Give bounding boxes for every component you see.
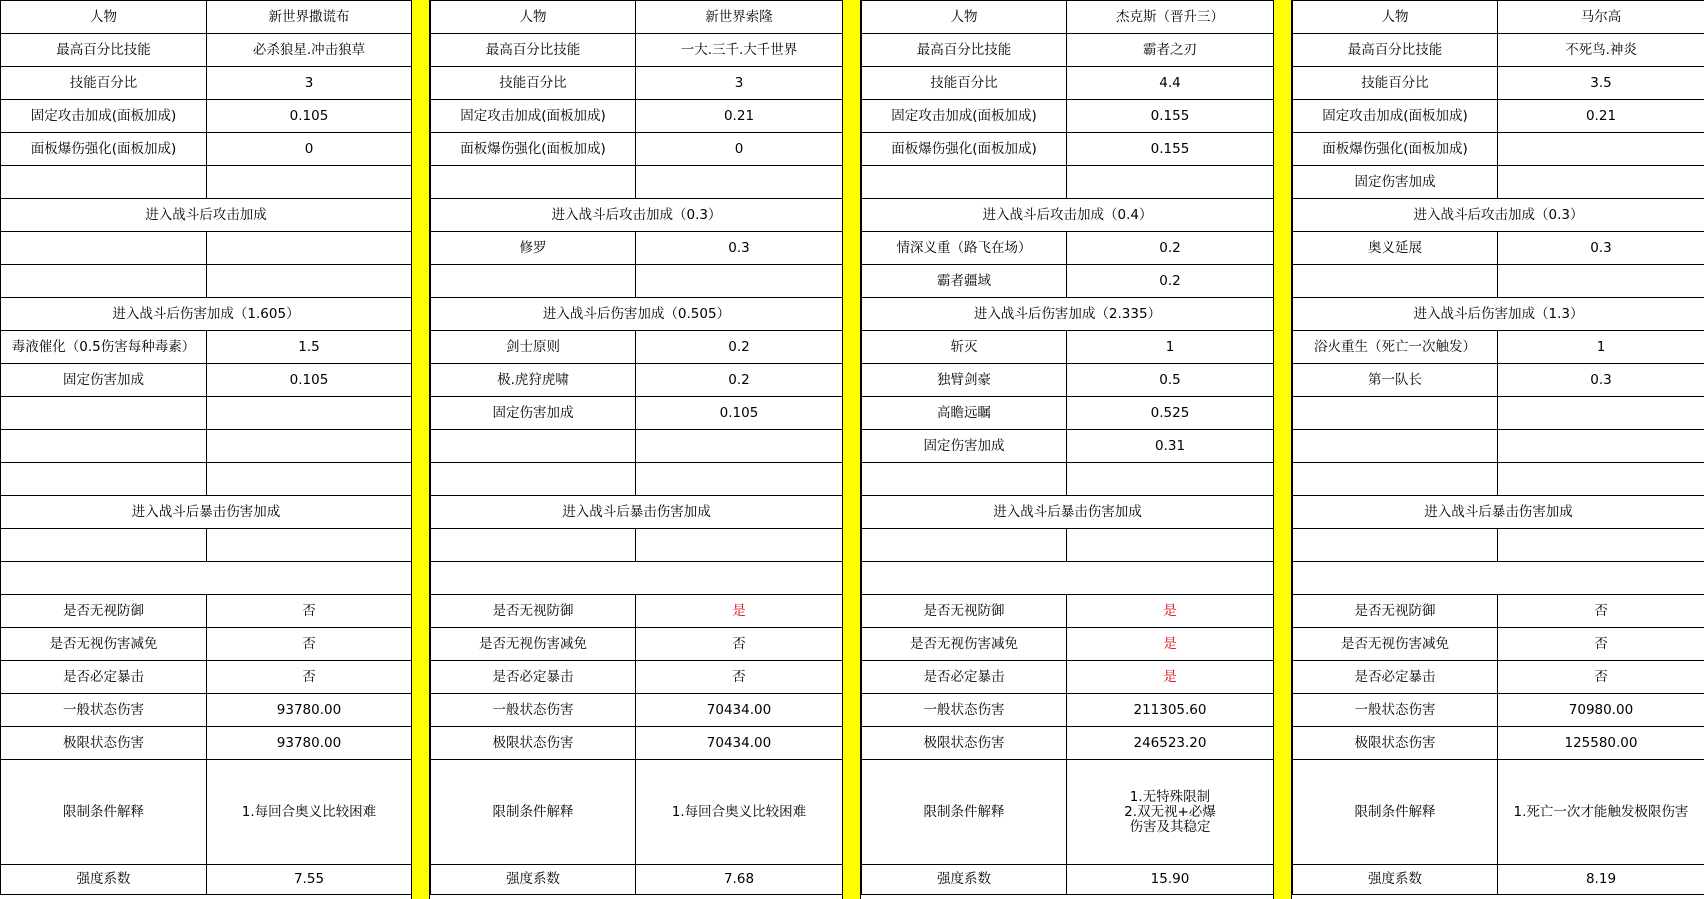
label-cell[interactable]: 固定攻击加成(面板加成) [431,100,636,133]
label-cell[interactable]: 是否必定暴击 [1293,661,1498,694]
label-cell[interactable]: 剑士原则 [431,331,636,364]
value-cell[interactable]: 246523.20 [1067,727,1274,760]
yellow-separator-column [842,0,861,899]
label-cell[interactable]: 固定伤害加成 [1293,166,1498,199]
value-cell[interactable] [1498,133,1704,166]
character-block [430,0,843,895]
label-cell[interactable]: 高瞻远瞩 [862,397,1067,430]
value-cell[interactable] [1498,265,1704,298]
section-title[interactable]: 进入战斗后伤害加成（0.505） [431,298,843,331]
value-cell[interactable] [1498,529,1704,562]
label-cell[interactable]: 固定攻击加成(面板加成) [862,100,1067,133]
label-cell[interactable] [862,529,1067,562]
restriction-cell[interactable] [1067,760,1274,865]
value-cell[interactable] [1498,166,1704,199]
value-cell[interactable]: 0.3 [1498,232,1704,265]
label-cell[interactable]: 是否必定暴击 [862,661,1067,694]
label-cell[interactable]: 人物 [1,1,207,34]
value-cell[interactable] [1067,529,1274,562]
restriction-line: 1.每回合奥义比较困难 [671,803,807,820]
label-cell[interactable]: 是否无视伤害减免 [431,628,636,661]
value-cell[interactable]: 否 [207,628,412,661]
value-cell[interactable]: 0.155 [1067,100,1274,133]
label-cell[interactable]: 固定攻击加成(面板加成) [1293,100,1498,133]
value-cell[interactable] [1498,430,1704,463]
label-cell[interactable]: 固定伤害加成 [431,397,636,430]
value-cell[interactable] [1498,397,1704,430]
value-cell[interactable]: 0.105 [636,397,843,430]
restriction-cell[interactable] [207,760,412,865]
value-cell[interactable]: 1.5 [207,331,412,364]
value-cell[interactable]: 0.105 [207,100,412,133]
restriction-line: 1.每回合奥义比较困难 [241,803,377,820]
value-cell[interactable] [636,166,843,199]
yellow-separator-column [1273,0,1292,899]
value-cell[interactable]: 0 [207,133,412,166]
section-title[interactable] [862,562,1274,595]
label-cell[interactable]: 极限状态伤害 [1,727,207,760]
value-cell[interactable] [207,430,412,463]
label-cell[interactable]: 极限状态伤害 [862,727,1067,760]
section-title[interactable]: 进入战斗后暴击伤害加成 [1293,496,1704,529]
label-cell[interactable] [1,232,207,265]
value-cell[interactable]: 0.3 [636,232,843,265]
label-cell[interactable]: 一般状态伤害 [1,694,207,727]
value-cell[interactable] [636,265,843,298]
label-cell[interactable] [1,463,207,496]
value-cell[interactable]: 否 [207,595,412,628]
value-cell[interactable]: 否 [1498,628,1704,661]
label-cell[interactable]: 固定伤害加成 [1,364,207,397]
value-cell[interactable]: 3.5 [1498,67,1704,100]
value-cell[interactable]: 新世界撒谎布 [207,1,412,34]
label-cell[interactable]: 技能百分比 [431,67,636,100]
label-cell[interactable]: 情深义重（路飞在场） [862,232,1067,265]
label-cell[interactable]: 技能百分比 [1293,67,1498,100]
restriction-line: 1.无特殊限制 [1129,788,1211,805]
label-cell[interactable] [431,463,636,496]
restriction-cell[interactable] [636,760,843,865]
value-cell[interactable] [207,232,412,265]
label-cell[interactable]: 最高百分比技能 [862,34,1067,67]
value-cell[interactable] [636,463,843,496]
value-cell[interactable]: 一大.三千.大千世界 [636,34,843,67]
character-block [1292,0,1704,895]
label-cell[interactable]: 是否无视伤害减免 [1,628,207,661]
label-cell[interactable]: 固定攻击加成(面板加成) [1,100,207,133]
label-cell[interactable]: 最高百分比技能 [1293,34,1498,67]
label-cell[interactable]: 固定伤害加成 [862,430,1067,463]
label-cell[interactable]: 面板爆伤强化(面板加成) [1293,133,1498,166]
value-cell[interactable]: 1 [1067,331,1274,364]
value-cell[interactable]: 否 [1498,661,1704,694]
label-cell[interactable]: 强度系数 [862,865,1067,895]
value-cell[interactable]: 是 [1067,595,1274,628]
value-cell[interactable]: 211305.60 [1067,694,1274,727]
value-cell[interactable]: 8.19 [1498,865,1704,895]
value-cell[interactable]: 否 [636,628,843,661]
section-title[interactable] [1293,562,1704,595]
value-cell[interactable]: 7.55 [207,865,412,895]
label-cell[interactable]: 极限状态伤害 [431,727,636,760]
section-title[interactable]: 进入战斗后攻击加成（0.3） [431,199,843,232]
label-cell[interactable]: 极.虎狩虎啸 [431,364,636,397]
label-cell[interactable]: 第一队长 [1293,364,1498,397]
label-cell[interactable]: 限制条件解释 [862,760,1067,865]
label-cell[interactable]: 技能百分比 [1,67,207,100]
label-cell[interactable]: 是否无视防御 [1293,595,1498,628]
label-cell[interactable] [431,529,636,562]
section-title[interactable] [1,562,412,595]
value-cell[interactable]: 70434.00 [636,727,843,760]
value-cell[interactable]: 是 [636,595,843,628]
character-block [861,0,1274,895]
label-cell[interactable]: 浴火重生（死亡一次触发） [1293,331,1498,364]
section-title[interactable]: 进入战斗后暴击伤害加成 [431,496,843,529]
label-cell[interactable] [1,166,207,199]
label-cell[interactable]: 强度系数 [1,865,207,895]
value-cell[interactable] [207,529,412,562]
value-cell[interactable]: 杰克斯（晋升三） [1067,1,1274,34]
value-cell[interactable]: 3 [636,67,843,100]
label-cell[interactable]: 人物 [1293,1,1498,34]
value-cell[interactable] [1498,463,1704,496]
value-cell[interactable] [1067,463,1274,496]
value-cell[interactable]: 0.21 [636,100,843,133]
label-cell[interactable] [1,430,207,463]
yellow-separator-column [411,0,430,899]
value-cell[interactable]: 不死鸟.神炎 [1498,34,1704,67]
section-title[interactable]: 进入战斗后伤害加成（1.3） [1293,298,1704,331]
label-cell[interactable] [1293,265,1498,298]
value-cell[interactable]: 3 [207,67,412,100]
value-cell[interactable]: 0.2 [1067,265,1274,298]
label-cell[interactable] [862,166,1067,199]
label-cell[interactable] [1293,397,1498,430]
label-cell[interactable]: 独臂剑豪 [862,364,1067,397]
label-cell[interactable] [1,529,207,562]
value-cell[interactable]: 0.105 [207,364,412,397]
value-cell[interactable]: 1 [1498,331,1704,364]
label-cell[interactable]: 是否无视伤害减免 [862,628,1067,661]
label-cell[interactable] [862,463,1067,496]
label-cell[interactable]: 面板爆伤强化(面板加成) [431,133,636,166]
value-cell[interactable]: 0.31 [1067,430,1274,463]
section-title[interactable] [431,562,843,595]
label-cell[interactable] [431,430,636,463]
label-cell[interactable]: 强度系数 [1293,865,1498,895]
label-cell[interactable] [1293,463,1498,496]
label-cell[interactable]: 限制条件解释 [1293,760,1498,865]
value-cell[interactable]: 马尔高 [1498,1,1704,34]
value-cell[interactable]: 0.21 [1498,100,1704,133]
section-title[interactable]: 进入战斗后伤害加成（2.335） [862,298,1274,331]
value-cell[interactable]: 0.5 [1067,364,1274,397]
section-title[interactable]: 进入战斗后攻击加成（0.4） [862,199,1274,232]
value-cell[interactable] [207,166,412,199]
label-cell[interactable]: 是否必定暴击 [1,661,207,694]
value-cell[interactable]: 0.2 [636,364,843,397]
label-cell[interactable] [1,397,207,430]
value-cell[interactable] [207,463,412,496]
value-cell[interactable] [636,430,843,463]
label-cell[interactable]: 一般状态伤害 [862,694,1067,727]
value-cell[interactable]: 7.68 [636,865,843,895]
value-cell[interactable]: 否 [1498,595,1704,628]
section-title[interactable]: 进入战斗后伤害加成（1.605） [1,298,412,331]
label-cell[interactable] [1293,430,1498,463]
label-cell[interactable]: 人物 [862,1,1067,34]
label-cell[interactable]: 最高百分比技能 [1,34,207,67]
label-cell[interactable]: 是否无视防御 [862,595,1067,628]
value-cell[interactable]: 0.2 [636,331,843,364]
restriction-cell[interactable] [1498,760,1704,865]
label-cell[interactable]: 限制条件解释 [1,760,207,865]
section-title[interactable]: 进入战斗后攻击加成 [1,199,412,232]
section-title[interactable]: 进入战斗后攻击加成（0.3） [1293,199,1704,232]
section-title[interactable]: 进入战斗后暴击伤害加成 [862,496,1274,529]
label-cell[interactable] [431,166,636,199]
value-cell[interactable] [1067,166,1274,199]
character-block [0,0,412,895]
value-cell[interactable]: 93780.00 [207,694,412,727]
value-cell[interactable]: 必杀狼星.冲击狼草 [207,34,412,67]
value-cell[interactable]: 新世界索隆 [636,1,843,34]
value-cell[interactable]: 霸者之刃 [1067,34,1274,67]
label-cell[interactable]: 极限状态伤害 [1293,727,1498,760]
label-cell[interactable]: 最高百分比技能 [431,34,636,67]
restriction-line: 1.死亡一次才能触发极限伤害 [1513,803,1689,820]
label-cell[interactable]: 是否无视伤害减免 [1293,628,1498,661]
label-cell[interactable] [1293,529,1498,562]
value-cell[interactable]: 70434.00 [636,694,843,727]
restriction-line: 伤害及其稳定 [1129,818,1211,835]
section-title[interactable]: 进入战斗后暴击伤害加成 [1,496,412,529]
label-cell[interactable]: 技能百分比 [862,67,1067,100]
label-cell[interactable] [431,265,636,298]
value-cell[interactable]: 0.2 [1067,232,1274,265]
value-cell[interactable] [636,529,843,562]
label-cell[interactable]: 面板爆伤强化(面板加成) [862,133,1067,166]
value-cell[interactable]: 是 [1067,661,1274,694]
label-cell[interactable]: 毒液催化（0.5伤害每种毒素） [1,331,207,364]
label-cell[interactable]: 斩灭 [862,331,1067,364]
label-cell[interactable]: 面板爆伤强化(面板加成) [1,133,207,166]
value-cell[interactable]: 0 [636,133,843,166]
label-cell[interactable]: 修罗 [431,232,636,265]
value-cell[interactable] [207,397,412,430]
value-cell[interactable]: 70980.00 [1498,694,1704,727]
label-cell[interactable]: 霸者疆域 [862,265,1067,298]
value-cell[interactable]: 15.90 [1067,865,1274,895]
value-cell[interactable]: 否 [207,661,412,694]
restriction-line: 2.双无视+必爆 [1124,803,1216,820]
value-cell[interactable]: 0.3 [1498,364,1704,397]
value-cell[interactable]: 125580.00 [1498,727,1704,760]
value-cell[interactable]: 否 [636,661,843,694]
value-cell[interactable] [207,265,412,298]
label-cell[interactable]: 限制条件解释 [431,760,636,865]
label-cell[interactable]: 奥义延展 [1293,232,1498,265]
value-cell[interactable]: 0.525 [1067,397,1274,430]
label-cell[interactable] [1,265,207,298]
label-cell[interactable]: 人物 [431,1,636,34]
value-cell[interactable]: 0.155 [1067,133,1274,166]
value-cell[interactable]: 93780.00 [207,727,412,760]
value-cell[interactable]: 4.4 [1067,67,1274,100]
value-cell[interactable]: 是 [1067,628,1274,661]
label-cell[interactable]: 一般状态伤害 [1293,694,1498,727]
label-cell[interactable]: 是否无视防御 [1,595,207,628]
label-cell[interactable]: 一般状态伤害 [431,694,636,727]
label-cell[interactable]: 是否必定暴击 [431,661,636,694]
label-cell[interactable]: 是否无视防御 [431,595,636,628]
label-cell[interactable]: 强度系数 [431,865,636,895]
